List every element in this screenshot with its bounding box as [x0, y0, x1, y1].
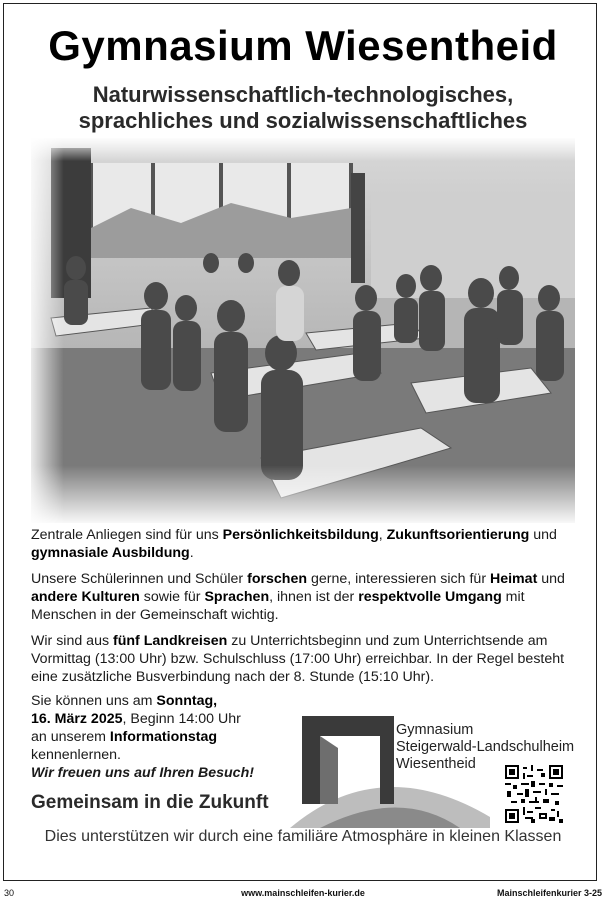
event-invitation: [31, 692, 291, 782]
page-number: 30: [4, 888, 15, 898]
text-run: zu Unterrichtsbeginn und zum Unterrichtsende am Vormittag (13:00 Uhr) bzw. Schulschluss (17:00 Uhr) erreichbar. In der Regel besteht eine zusätzliche Busverbindung nach der 8. Stunde (15:10 Uhr).: [31, 633, 565, 685]
text-run: Sie können uns am: [31, 693, 157, 709]
event-name: Informationstag: [109, 729, 218, 745]
event-day: Sonntag,: [156, 693, 218, 709]
text-run-bold: respektvolle Umgang: [358, 589, 502, 605]
text-run-bold: andere Kulturen: [31, 589, 140, 605]
closing-statement: Dies unterstützen wir durch eine familiäre Atmosphäre in kleinen Klassen: [44, 828, 562, 845]
paragraph-mission: [31, 526, 577, 562]
welcome-text: Wir freuen uns auf Ihren Besuch!: [31, 765, 254, 781]
subtitle-line: Naturwissenschaftlich-technologisches,: [92, 82, 514, 107]
text-run: mit Menschen in der Gemeinschaft wichtig.: [31, 589, 525, 623]
text-run: an unserem: [31, 729, 110, 745]
footer-issue: Mainschleifenkurier 3-25: [496, 888, 602, 898]
school-name-line: Steigerwald-Landschulheim: [396, 739, 575, 755]
text-run: ,: [378, 527, 387, 543]
footer-url: www.mainschleifen-kurier.de: [241, 888, 365, 898]
school-name-line: Gymnasium: [396, 722, 474, 738]
text-run-bold: gymnasiale Ausbildung: [31, 545, 190, 561]
text-run-bold: Zukunftsorientierung: [386, 527, 530, 543]
text-run: und: [529, 527, 557, 543]
logo-gate: [302, 716, 394, 804]
qr-code-icon: [505, 765, 563, 823]
classroom-photo: [31, 138, 575, 523]
event-date: 16. März 2025: [31, 711, 123, 727]
event-time: , Beginn 14:00 Uhr: [122, 711, 241, 727]
text-run-bold: Persönlichkeitsbildung: [222, 527, 379, 543]
school-name-line: Wiesentheid: [396, 756, 476, 772]
paragraph-students: [31, 570, 577, 624]
text-run: kennenlernen.: [31, 747, 121, 763]
logo-gate-inner: [320, 736, 338, 804]
paragraph-transport: [31, 632, 577, 686]
subtitle-line: sprachliches und sozialwissenschaftliches: [78, 108, 528, 133]
text-run-bold: forschen: [247, 571, 308, 587]
page-title: Gymnasium Wiesentheid: [48, 22, 558, 69]
text-run: Zentrale Anliegen sind für uns: [31, 527, 223, 543]
motto: Gemeinsam in die Zukunft: [31, 792, 269, 813]
text-run-bold: Heimat: [489, 571, 538, 587]
text-run: .: [189, 545, 194, 561]
text-run: und: [537, 571, 565, 587]
text-run: gerne, interessieren sich für: [307, 571, 490, 587]
text-run-bold: Sprachen: [204, 589, 270, 605]
text-run: Unsere Schülerinnen und Schüler: [31, 571, 248, 587]
text-run: , ihnen ist der: [269, 589, 359, 605]
text-run-bold: fünf Landkreisen: [113, 633, 228, 649]
text-run: sowie für: [139, 589, 205, 605]
text-run: Wir sind aus: [31, 633, 113, 649]
